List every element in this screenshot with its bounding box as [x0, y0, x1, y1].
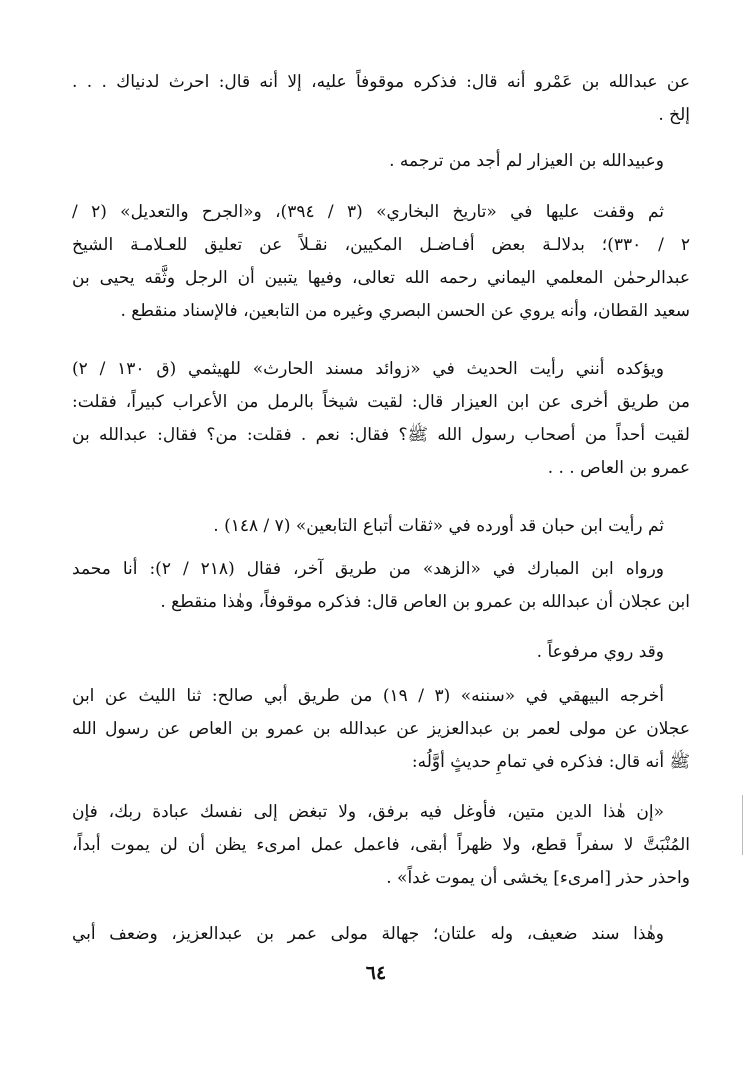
paragraph-line: عبدالرحمٰن المعلمي اليماني رحمه الله تعالى، وفيها يتبين أن الرجل وثَّقه يحيى بن — [72, 268, 690, 288]
paragraph-line: ثم وقفت عليها في «تاريخ البخاري» (٣ / ٣٩٤)، و«الجرح والتعديل» (٢ / — [72, 202, 664, 222]
paragraph-7 — [72, 636, 690, 669]
paragraph-6 — [72, 553, 690, 619]
paragraph-line: إلخ . — [658, 105, 690, 125]
paragraph-line: ورواه ابن المبارك في «الزهد» من طريق آخر، فقال (٢١٨ / ٢): أنا محمد — [72, 559, 664, 579]
paragraph-line: عجلان عن مولى لعمر بن عبدالعزيز عن عبدالله بن عمرو بن العاص عن رسول الله — [72, 719, 690, 739]
paragraph-9 — [72, 796, 690, 895]
paragraph-line: من طريق أخرى عن ابن العيزار قال: لقيت شيخاً بالرمل من الأعراب كبيراً، فقلت: — [72, 392, 690, 412]
paragraph-line: المُنْبَتَّ لا سفراً قطع، ولا ظهراً أبقى، فاعمل عمل امرىء يظن أن لن يموت أبداً، — [72, 835, 690, 855]
paragraph-line: واحذر حذر [امرىء] يخشى أن يموت غداً» . — [386, 868, 690, 888]
paragraph-3 — [72, 196, 690, 328]
paragraph-8 — [72, 680, 690, 779]
paragraph-4 — [72, 353, 690, 485]
paragraph-line: ﷺ أنه قال: فذكره في تمامِ حديثٍ أوَّلُه: — [411, 752, 690, 772]
paragraph-line: سعيد القطان، وأنه يروي عن الحسن البصري وغيره من التابعين، فالإسناد منقطع . — [120, 301, 690, 321]
paragraph-line: ابن عجلان أن عبدالله بن عمرو بن العاص قال: فذكره موقوفاً، وهٰذا منقطع . — [160, 592, 690, 612]
paragraph-2 — [72, 145, 690, 178]
page-edge-mark — [742, 795, 743, 855]
paragraph-line: وقد روي مرفوعاً . — [536, 642, 664, 662]
paragraph-line: أخرجه البيهقي في «سننه» (٣ / ١٩) من طريق أبي صالح: ثنا الليث عن ابن — [72, 686, 664, 706]
paragraph-line: عن عبدالله بن عَمْرو أنه قال: فذكره موقوفاً عليه، إلا أنه قال: احرث لدنياك . . . — [72, 72, 690, 92]
paragraph-line: وهٰذا سند ضعيف، وله علتان؛ جهالة مولى عمر بن عبدالعزيز، وضعف أبي — [72, 924, 664, 944]
paragraph-10 — [72, 918, 690, 951]
paragraph-1 — [72, 66, 690, 132]
paragraph-line: وعبيدالله بن العيزار لم أجد من ترجمه . — [389, 151, 664, 171]
page-number: ٦٤ — [365, 962, 387, 984]
paragraph-line: ٢ / ٣٣٠)؛ بدلالـة بعض أفـاضـل المكيين، نقـلاً عن تعليق للعـلامـة الشيخ — [72, 235, 690, 255]
paragraph-line: ويؤكده أنني رأيت الحديث في «زوائد مسند الحارث» للهيثمي (ق ١٣٠ / ٢) — [72, 359, 664, 379]
paragraph-line: «إن هٰذا الدين متين، فأوغل فيه برفق، ولا تبغض إلى نفسك عبادة ربك، فإن — [72, 802, 664, 822]
paragraph-line: لقيت أحداً من أصحاب رسول الله ﷺ؟ فقال: نعم . فقلت: من؟ فقال: عبدالله بن — [72, 425, 690, 445]
paragraph-line: ثم رأيت ابن حبان قد أورده في «ثقات أتباع التابعين» (٧ / ١٤٨) . — [213, 516, 664, 536]
paragraph-line: عمرو بن العاص . . . — [547, 458, 690, 478]
paragraph-5 — [72, 510, 690, 543]
